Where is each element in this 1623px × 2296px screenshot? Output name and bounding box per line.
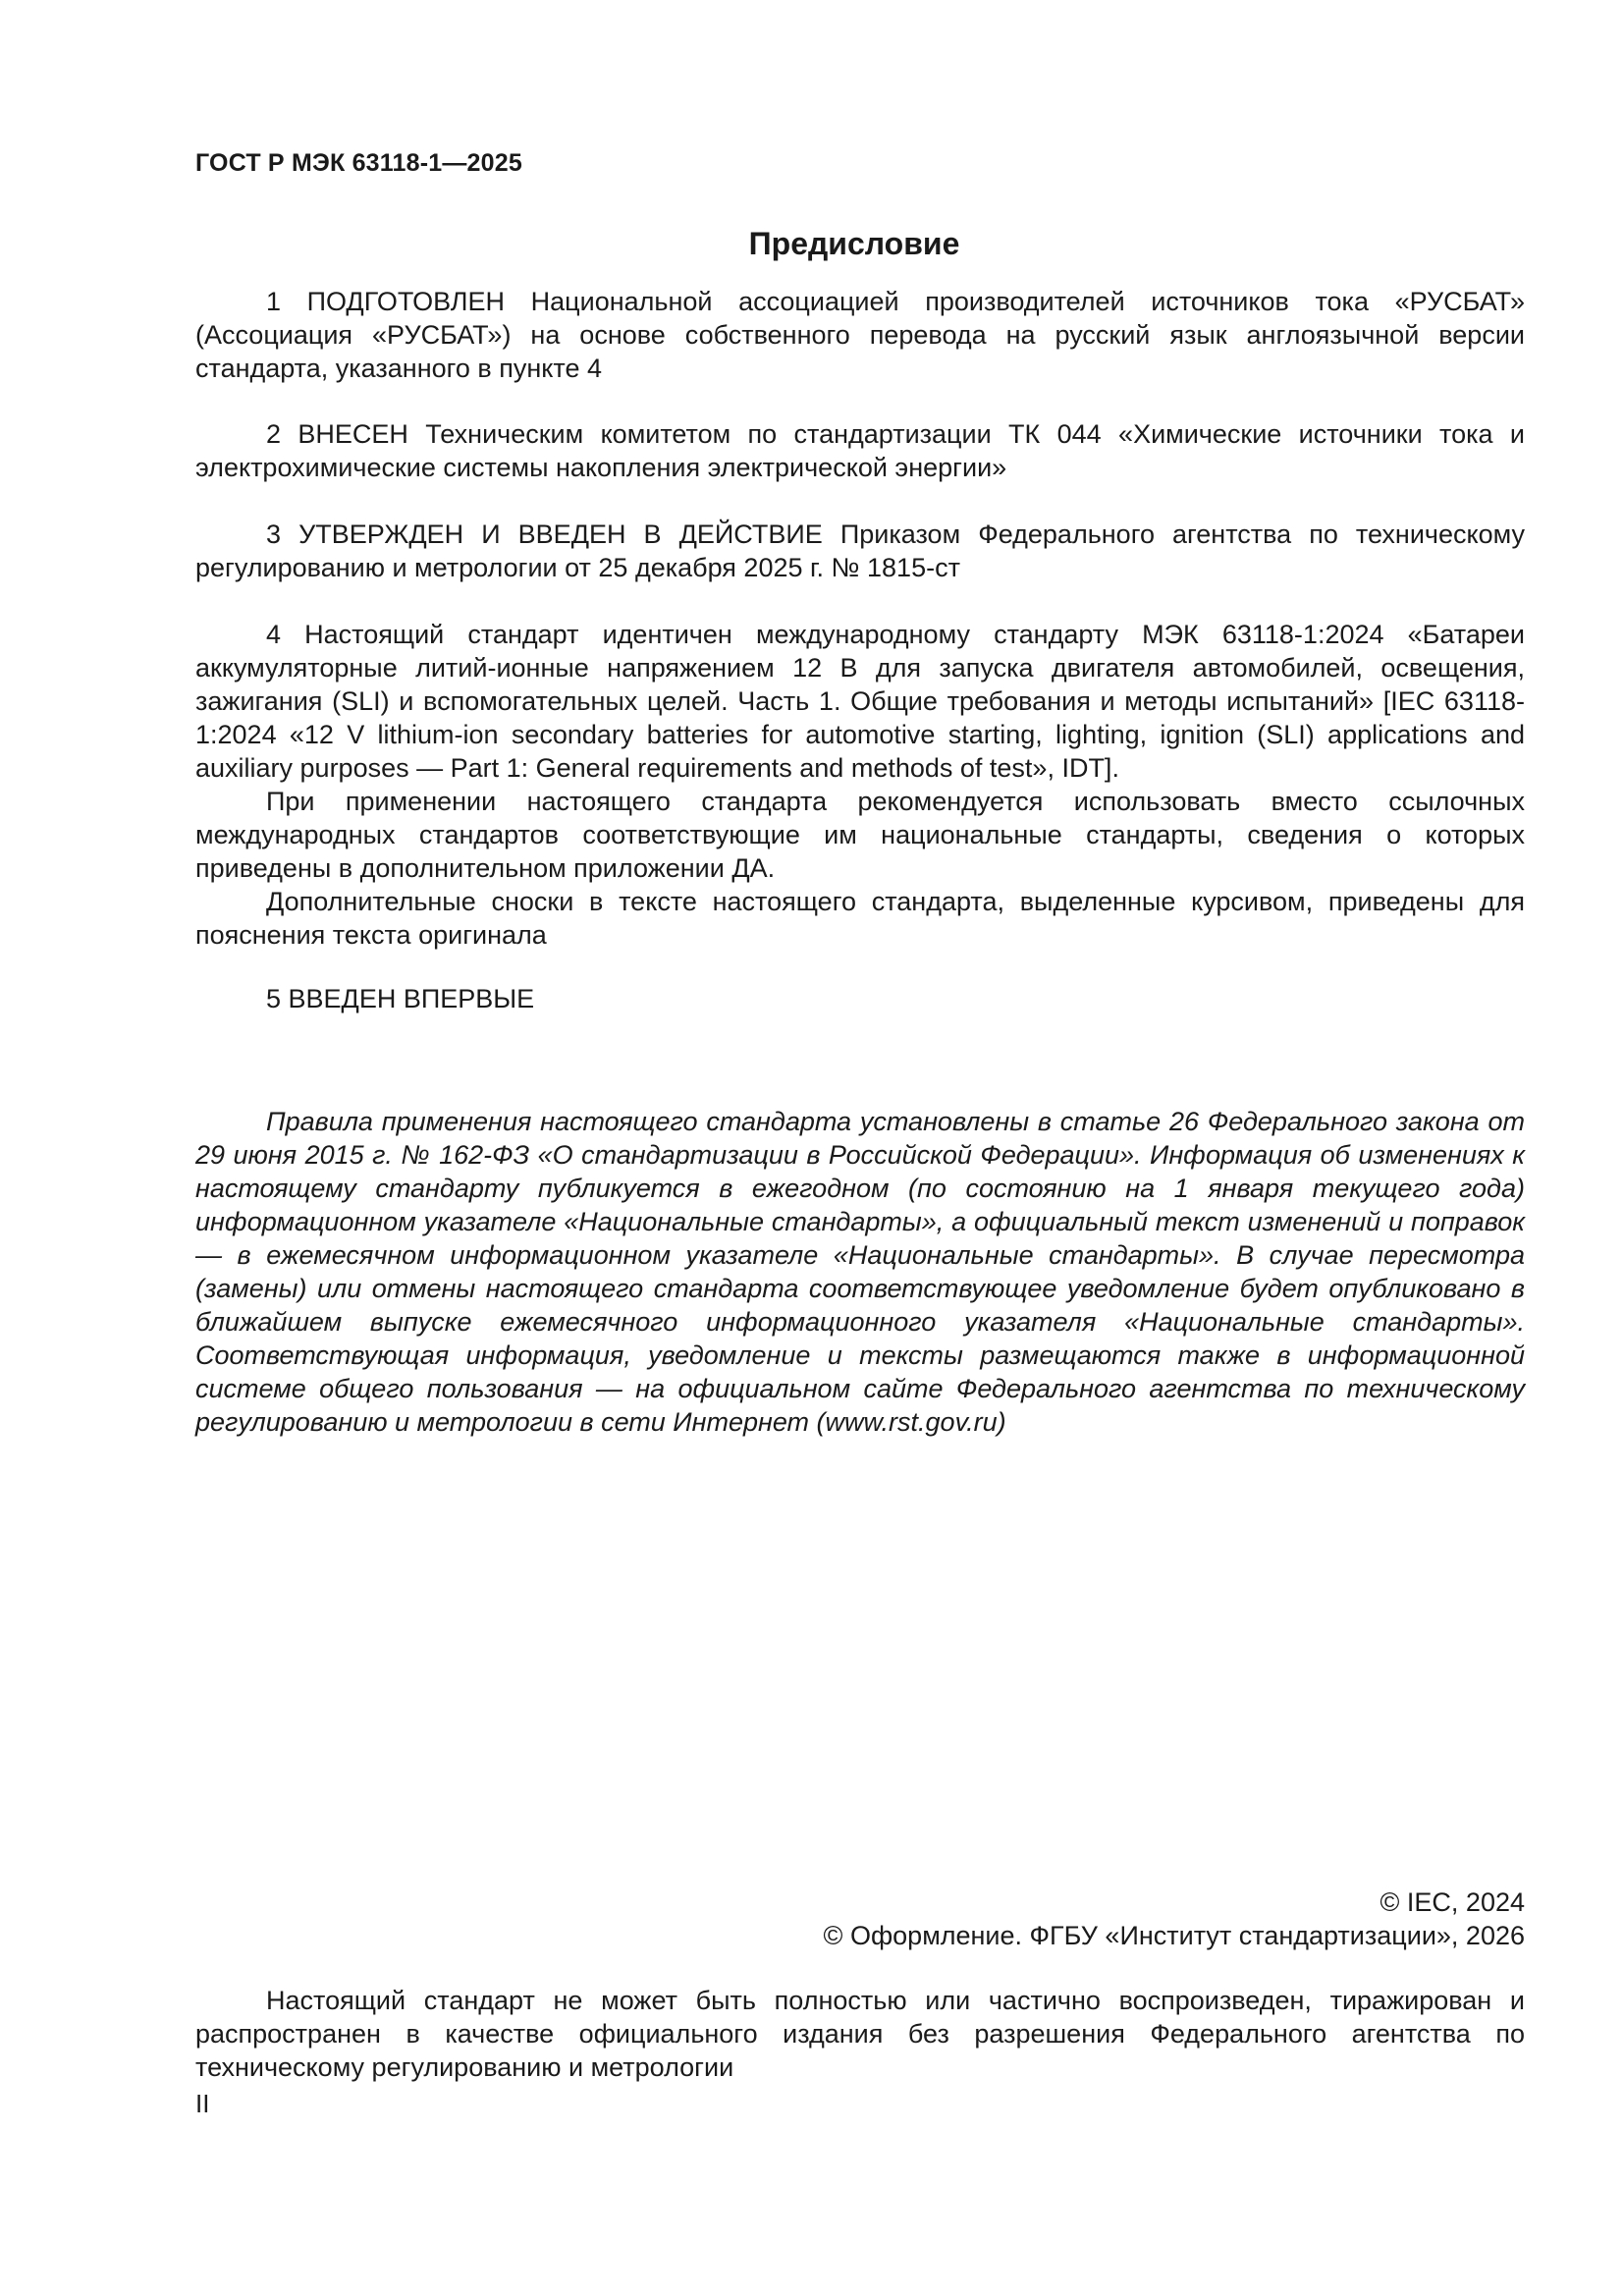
page-title: Предисловие <box>748 226 960 261</box>
page-number: II <box>195 2089 210 2118</box>
foreword-item-2 <box>195 417 1525 484</box>
reproduction-notice <box>195 1984 1525 2084</box>
copyright-iec: © IEC, 2024 <box>1380 1887 1525 1917</box>
foreword-item-4 <box>195 618 1525 952</box>
foreword-item-4-text: 4 Настоящий стандарт идентичен международному стандарту МЭК 63118-1:2024 «Батареи аккумуляторные литий-ионные напряжением 12 В для запуска двигателя автомобилей, освещения, зажигания (SLI) и вспомогательных целей. Часть 1. Общие требования и методы испытаний» [IEC 63118-1:2024 «12 V lithium-ion secondary batteries for automotive starting, lighting, ignition (SLI) applications and auxiliary purposes — Part 1: General requirements and methods of test», IDT]. <box>195 620 1525 783</box>
foreword-item-1 <box>195 285 1525 385</box>
foreword-item-4-paragraph-3: Дополнительные сноски в тексте настоящего стандарта, выделенные курсивом, приведены для пояснения текста оригинала <box>195 887 1525 950</box>
document-code-header: ГОСТ Р МЭК 63118-1—2025 <box>195 149 522 177</box>
copyright-design: © Оформление. ФГБУ «Институт стандартизации», 2026 <box>823 1921 1525 1950</box>
foreword-item-4-paragraph-2: При применении настоящего стандарта рекомендуется использовать вместо ссылочных международных стандартов соответствующие им национальные стандарты, сведения о которых приведены в дополнительном приложении ДА. <box>195 787 1525 883</box>
foreword-item-3 <box>195 518 1525 584</box>
rules-notice <box>195 1105 1525 1439</box>
reproduction-notice-text: Настоящий стандарт не может быть полностью или частично воспроизведен, тиражирован и распространен в качестве официального издания без разрешения Федерального агентства по техническому регулированию и метрологии <box>195 1986 1525 2082</box>
rules-notice-text: Правила применения настоящего стандарта установлены в статье 26 Федерального закона от 29 июня 2015 г. № 162-ФЗ «О стандартизации в Российской Федерации». Информация об изменениях к настоящему стандарту публикуется в ежегодном (по состоянию на 1 января текущего года) информационном указателе «Национальные стандарты», а официальный текст изменений и поправок — в ежемесячном информационном указателе «Национальные стандарты». В случае пересмотра (замены) или отмены настоящего стандарта соответствующее уведомление будет опубликовано в ближайшем выпуске ежемесячного информационного указателя «Национальные стандарты». Соответствующая информация, уведомление и тексты размещаются также в информационной системе общего пользования — на официальном сайте Федерального агентства по техническому регулированию и метрологии в сети Интернет (www.rst.gov.ru) <box>195 1107 1525 1437</box>
foreword-item-1-text: 1 ПОДГОТОВЛЕН Национальной ассоциацией производителей источников тока «РУСБАТ» (Ассоциация «РУСБАТ») на основе собственного перевода на русский язык англоязычной версии стандарта, указанного в пункте 4 <box>195 287 1525 383</box>
foreword-item-3-text: 3 УТВЕРЖДЕН И ВВЕДЕН В ДЕЙСТВИЕ Приказом Федерального агентства по техническому регулированию и метрологии от 25 декабря 2025 г. № 1815-ст <box>195 519 1525 582</box>
foreword-item-5 <box>195 982 1525 1015</box>
foreword-item-5-text: 5 ВВЕДЕН ВПЕРВЫЕ <box>266 984 535 1013</box>
foreword-item-2-text: 2 ВНЕСЕН Техническим комитетом по стандартизации ТК 044 «Химические источники тока и электрохимические системы накопления электрической энергии» <box>195 419 1525 482</box>
